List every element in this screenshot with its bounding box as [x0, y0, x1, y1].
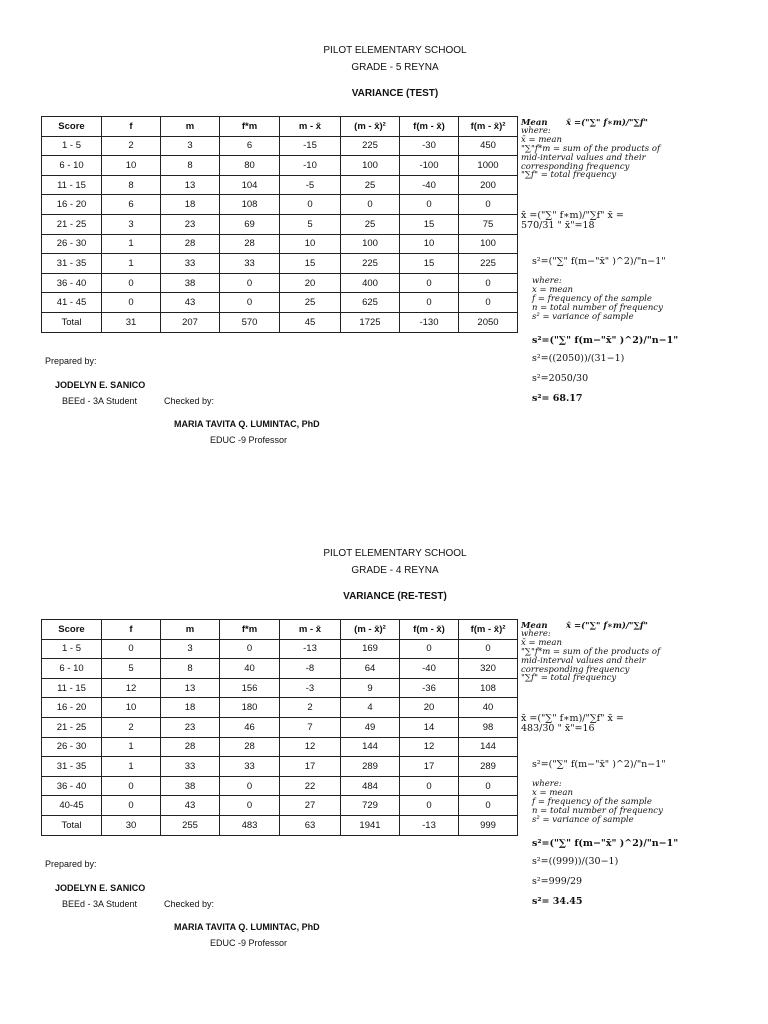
table-cell: 104 [220, 175, 280, 195]
def2-total: n = total number of frequency [532, 806, 663, 816]
variance-step-2: s²=2050/30 [532, 373, 589, 384]
column-header: (m - x̄)² [341, 620, 400, 640]
table-cell: 100 [341, 156, 400, 176]
table-cell: 46 [220, 717, 280, 737]
column-header: f(m - x̄) [400, 117, 459, 137]
column-header: f [102, 620, 161, 640]
table-cell: 43 [161, 293, 220, 313]
table-row [42, 737, 518, 757]
table-cell: 21 - 25 [42, 214, 102, 234]
table-cell: 0 [400, 639, 459, 659]
prepared-by-label: Prepared by: [45, 859, 97, 869]
table-cell: 1 [102, 254, 161, 274]
table-cell: 180 [220, 698, 280, 718]
table-cell: 1 [102, 757, 161, 777]
table-cell: -40 [400, 659, 459, 679]
table-cell: 0 [459, 195, 518, 215]
mean-label: Mean [521, 621, 548, 631]
table-cell: 5 [102, 659, 161, 679]
school-name: PILOT ELEMENTARY SCHOOL [323, 45, 467, 56]
table-cell: 3 [161, 136, 220, 156]
table-cell: Total [42, 312, 102, 332]
table-row [42, 796, 518, 816]
table-cell: -3 [280, 678, 341, 698]
table-cell: 12 [102, 678, 161, 698]
table-cell: -10 [280, 156, 341, 176]
table-cell: 17 [400, 757, 459, 777]
table-cell: 33 [220, 254, 280, 274]
preparer-role: BEEd - 3A Student [62, 396, 138, 406]
table-cell: 33 [220, 757, 280, 777]
table-cell: 570 [220, 312, 280, 332]
table-cell: 169 [341, 639, 400, 659]
table-cell: 5 [280, 214, 341, 234]
table-cell: 10 [280, 234, 341, 254]
mean-label: Mean [521, 118, 548, 128]
table-cell: 31 - 35 [42, 757, 102, 777]
table-cell: 30 [102, 815, 161, 835]
table-cell: 0 [459, 776, 518, 796]
column-header: f(m - x̄)² [459, 620, 518, 640]
table-cell: -40 [400, 175, 459, 195]
table-cell: 0 [400, 796, 459, 816]
table-row [42, 273, 518, 293]
table-cell: 0 [459, 639, 518, 659]
def-sum-fm: "∑"f*m = sum of the products of [521, 144, 661, 154]
table-cell: 28 [161, 737, 220, 757]
table-cell: 31 - 35 [42, 254, 102, 274]
def-sum-fm-3: corresponding frequency [521, 162, 630, 172]
table-cell: 69 [220, 214, 280, 234]
table-cell: Total [42, 815, 102, 835]
checked-by-label: Checked by: [164, 396, 215, 406]
table-cell: 1 - 5 [42, 136, 102, 156]
column-header: f(m - x̄) [400, 620, 459, 640]
table-cell: 13 [161, 678, 220, 698]
def2-frequency: f = frequency of the sample [532, 294, 652, 304]
where-label: where: [521, 126, 551, 136]
table-cell: 43 [161, 796, 220, 816]
mean-formula: x̄ =("∑" f∗m)/"∑f" [566, 118, 648, 128]
table-cell: 18 [161, 195, 220, 215]
table-cell: 0 [220, 776, 280, 796]
table-cell: 63 [280, 815, 341, 835]
table-cell: -8 [280, 659, 341, 679]
table-row [42, 175, 518, 195]
table-cell: 0 [400, 776, 459, 796]
table-cell: 2 [102, 717, 161, 737]
table-cell: 0 [220, 293, 280, 313]
def-sum-f: "∑f" = total frequency [521, 170, 617, 180]
table-cell: 27 [280, 796, 341, 816]
table-cell: 207 [161, 312, 220, 332]
table-cell: 484 [341, 776, 400, 796]
table-cell: 450 [459, 136, 518, 156]
column-header: f*m [220, 117, 280, 137]
table-cell: 289 [459, 757, 518, 777]
checker-name: MARIA TAVITA Q. LUMINTAC, PhD [174, 419, 320, 429]
table-cell: 108 [220, 195, 280, 215]
table-cell: 20 [280, 273, 341, 293]
mean-calc-line1: x̄ =("∑" f∗m)/"∑f" x̄ = [521, 713, 624, 724]
school-name: PILOT ELEMENTARY SCHOOL [323, 548, 467, 559]
column-header: f(m - x̄)² [459, 117, 518, 137]
table-cell: 0 [280, 195, 341, 215]
table-cell: 28 [161, 234, 220, 254]
variance-step-2: s²=999/29 [532, 876, 583, 887]
table-cell: 400 [341, 273, 400, 293]
variance-result: s²= 68.17 [532, 393, 583, 404]
def-sum-fm-2: mid-interval values and their [521, 153, 646, 163]
grade-section: GRADE - 4 REYNA [351, 565, 439, 576]
table-cell: 4 [341, 698, 400, 718]
table-cell: 38 [161, 776, 220, 796]
table-cell: 255 [161, 815, 220, 835]
preparer-role: BEEd - 3A Student [62, 899, 138, 909]
formula-panel [521, 0, 761, 500]
column-header: m - x̄ [280, 117, 341, 137]
table-cell: 25 [341, 214, 400, 234]
table-cell: -30 [400, 136, 459, 156]
table-cell: 23 [161, 214, 220, 234]
table-cell: 49 [341, 717, 400, 737]
variance-formula: s²=("∑" f(m−"x̄" )^2)/"n−1" [532, 256, 666, 267]
def-sum-fm-2: mid-interval values and their [521, 656, 646, 666]
table-cell: 28 [220, 737, 280, 757]
mean-calc-line1: x̄ =("∑" f∗m)/"∑f" x̄ = [521, 210, 624, 221]
table-cell: 3 [161, 639, 220, 659]
table-row [42, 214, 518, 234]
table-cell: 40 [459, 698, 518, 718]
table-cell: 0 [220, 639, 280, 659]
table-cell: 2 [280, 698, 341, 718]
table-row [42, 659, 518, 679]
grade-section: GRADE - 5 REYNA [351, 62, 439, 73]
mean-calc-line2: 483/30 " x̄"=16 [521, 723, 595, 734]
table-cell: 0 [102, 293, 161, 313]
table-row [42, 639, 518, 659]
table-cell: 13 [161, 175, 220, 195]
table-cell: 625 [341, 293, 400, 313]
table-row [42, 678, 518, 698]
table-cell: 1 [102, 234, 161, 254]
table-cell: 6 [220, 136, 280, 156]
table-row [42, 254, 518, 274]
table-cell: 0 [459, 796, 518, 816]
table-cell: 729 [341, 796, 400, 816]
table-cell: 225 [459, 254, 518, 274]
table-cell: 36 - 40 [42, 776, 102, 796]
table-cell: 38 [161, 273, 220, 293]
table-cell: 225 [341, 136, 400, 156]
table-cell: 0 [220, 796, 280, 816]
where-label-2: where: [532, 779, 562, 789]
def2-variance: s² = variance of sample [532, 815, 634, 825]
total-row [42, 312, 518, 332]
column-header: Score [42, 117, 102, 137]
variance-formula-bold: s²=("∑" f(m−"x̄" )^2)/"n−1" [532, 838, 679, 849]
table-cell: 17 [280, 757, 341, 777]
column-header: Score [42, 620, 102, 640]
checked-by-label: Checked by: [164, 899, 215, 909]
table-cell: 999 [459, 815, 518, 835]
table-cell: 320 [459, 659, 518, 679]
table-row [42, 136, 518, 156]
table-cell: 0 [102, 273, 161, 293]
table-cell: 6 [102, 195, 161, 215]
checker-role: EDUC -9 Professor [210, 938, 288, 948]
prepared-by-label: Prepared by: [45, 356, 97, 366]
def2-frequency: f = frequency of the sample [532, 797, 652, 807]
column-header: m - x̄ [280, 620, 341, 640]
table-row [42, 195, 518, 215]
table-cell: 12 [280, 737, 341, 757]
table-cell: 3 [102, 214, 161, 234]
table-cell: 100 [459, 234, 518, 254]
table-cell: 0 [102, 639, 161, 659]
table-cell: -36 [400, 678, 459, 698]
table-cell: 8 [161, 156, 220, 176]
table-cell: 0 [341, 195, 400, 215]
table-cell: 108 [459, 678, 518, 698]
table-cell: 156 [220, 678, 280, 698]
table-cell: 41 - 45 [42, 293, 102, 313]
variance-formula-bold: s²=("∑" f(m−"x̄" )^2)/"n−1" [532, 335, 679, 346]
table-cell: 28 [220, 234, 280, 254]
table-cell: 98 [459, 717, 518, 737]
table-cell: 0 [459, 273, 518, 293]
def2-mean: x = mean [532, 788, 573, 798]
table-cell: 1000 [459, 156, 518, 176]
table-row [42, 757, 518, 777]
variance-step-1: s²=((2050))/(31−1) [532, 353, 625, 364]
table-cell: 75 [459, 214, 518, 234]
table-cell: 6 - 10 [42, 156, 102, 176]
total-row [42, 815, 518, 835]
variance-result: s²= 34.45 [532, 896, 583, 907]
table-cell: 12 [400, 737, 459, 757]
where-label-2: where: [532, 276, 562, 286]
table-cell: 1725 [341, 312, 400, 332]
table-cell: 8 [161, 659, 220, 679]
table-cell: 15 [400, 214, 459, 234]
table-cell: 1 [102, 737, 161, 757]
table-cell: 0 [400, 195, 459, 215]
table-cell: 33 [161, 757, 220, 777]
column-header: f [102, 117, 161, 137]
def2-total: n = total number of frequency [532, 303, 663, 313]
table-cell: 11 - 15 [42, 175, 102, 195]
column-header: (m - x̄)² [341, 117, 400, 137]
table-cell: 0 [459, 293, 518, 313]
preparer-name: JODELYN E. SANICO [55, 380, 146, 390]
table-cell: 25 [280, 293, 341, 313]
table-cell: -5 [280, 175, 341, 195]
table-cell: 144 [341, 737, 400, 757]
table-cell: 31 [102, 312, 161, 332]
def-mean: x̄ = mean [521, 638, 562, 648]
checker-role: EDUC -9 Professor [210, 435, 288, 445]
table-cell: 25 [341, 175, 400, 195]
table-cell: 11 - 15 [42, 678, 102, 698]
def-sum-fm: "∑"f*m = sum of the products of [521, 647, 661, 657]
mean-formula: x̄ =("∑" f∗m)/"∑f" [566, 621, 648, 631]
table-cell: 21 - 25 [42, 717, 102, 737]
mean-calc-line2: 570/31 " x̄"=18 [521, 220, 595, 231]
table-title: VARIANCE (TEST) [351, 88, 439, 99]
table-cell: 20 [400, 698, 459, 718]
table-cell: 1 - 5 [42, 639, 102, 659]
checker-name: MARIA TAVITA Q. LUMINTAC, PhD [174, 922, 320, 932]
table-cell: -13 [400, 815, 459, 835]
table-cell: 0 [220, 273, 280, 293]
table-cell: 14 [400, 717, 459, 737]
table-row [42, 234, 518, 254]
table-cell: 10 [102, 156, 161, 176]
column-header: f*m [220, 620, 280, 640]
table-cell: 40 [220, 659, 280, 679]
table-cell: -130 [400, 312, 459, 332]
table-header-row [42, 620, 518, 640]
table-cell: 2050 [459, 312, 518, 332]
worksheet-section [0, 0, 768, 500]
table-row [42, 717, 518, 737]
where-label: where: [521, 629, 551, 639]
preparer-name: JODELYN E. SANICO [55, 883, 146, 893]
table-cell: 225 [341, 254, 400, 274]
column-header: m [161, 117, 220, 137]
table-cell: 36 - 40 [42, 273, 102, 293]
formula-panel [521, 503, 761, 1003]
table-cell: 0 [102, 796, 161, 816]
table-cell: 144 [459, 737, 518, 757]
table-cell: -15 [280, 136, 341, 156]
table-cell: 22 [280, 776, 341, 796]
table-cell: 10 [400, 234, 459, 254]
table-cell: 0 [400, 293, 459, 313]
table-title: VARIANCE (RE-TEST) [343, 591, 447, 602]
table-cell: 26 - 30 [42, 737, 102, 757]
table-cell: 16 - 20 [42, 698, 102, 718]
table-row [42, 156, 518, 176]
table-cell: 100 [341, 234, 400, 254]
table-cell: 8 [102, 175, 161, 195]
table-row [42, 293, 518, 313]
table-cell: 15 [280, 254, 341, 274]
table-cell: 2 [102, 136, 161, 156]
table-cell: 9 [341, 678, 400, 698]
table-cell: 15 [400, 254, 459, 274]
table-cell: 33 [161, 254, 220, 274]
table-cell: 80 [220, 156, 280, 176]
table-cell: 23 [161, 717, 220, 737]
def2-mean: x = mean [532, 285, 573, 295]
table-row [42, 698, 518, 718]
table-cell: -13 [280, 639, 341, 659]
table-row [42, 776, 518, 796]
def-sum-f: "∑f" = total frequency [521, 673, 617, 683]
column-header: m [161, 620, 220, 640]
table-cell: 7 [280, 717, 341, 737]
table-header-row [42, 117, 518, 137]
table-cell: 18 [161, 698, 220, 718]
table-cell: 0 [102, 776, 161, 796]
def2-variance: s² = variance of sample [532, 312, 634, 322]
table-cell: 6 - 10 [42, 659, 102, 679]
def-mean: x̄ = mean [521, 135, 562, 145]
table-cell: 289 [341, 757, 400, 777]
worksheet-section [0, 503, 768, 1003]
variance-formula: s²=("∑" f(m−"x̄" )^2)/"n−1" [532, 759, 666, 770]
variance-table [41, 619, 518, 836]
def-sum-fm-3: corresponding frequency [521, 665, 630, 675]
table-cell: 45 [280, 312, 341, 332]
table-cell: 26 - 30 [42, 234, 102, 254]
table-cell: 1941 [341, 815, 400, 835]
table-cell: 64 [341, 659, 400, 679]
table-cell: 0 [400, 273, 459, 293]
table-cell: -100 [400, 156, 459, 176]
variance-step-1: s²=((999))/(30−1) [532, 856, 619, 867]
table-cell: 10 [102, 698, 161, 718]
variance-table [41, 116, 518, 333]
table-cell: 16 - 20 [42, 195, 102, 215]
table-cell: 483 [220, 815, 280, 835]
table-cell: 200 [459, 175, 518, 195]
table-cell: 40-45 [42, 796, 102, 816]
